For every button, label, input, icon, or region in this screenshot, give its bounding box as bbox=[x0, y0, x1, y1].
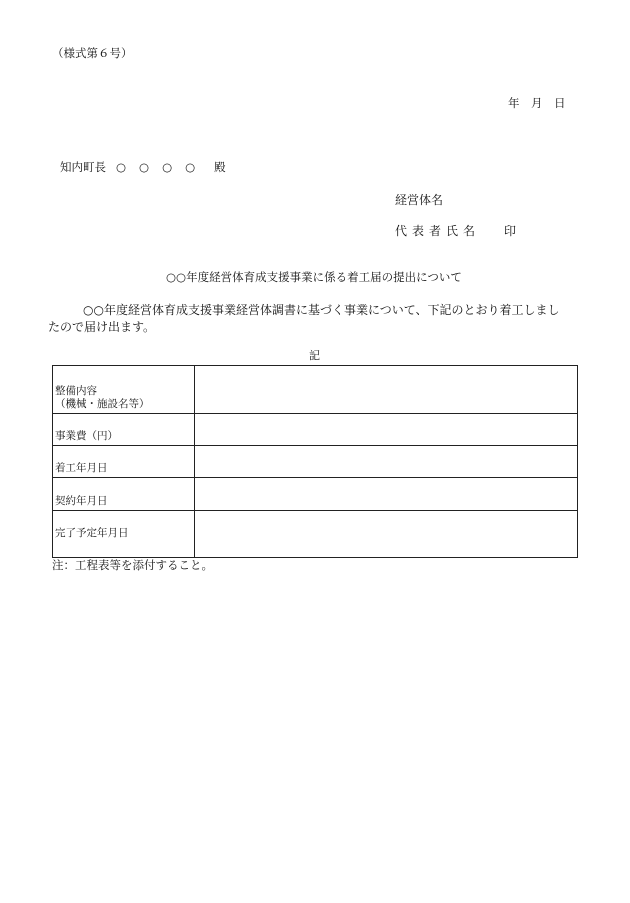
row-value[interactable] bbox=[195, 478, 578, 511]
row-value[interactable] bbox=[195, 366, 578, 414]
table-row bbox=[53, 414, 578, 446]
row-label: 完了予定年月日 bbox=[53, 511, 195, 558]
row-label: 着工年月日 bbox=[53, 446, 195, 478]
row-label bbox=[53, 366, 195, 414]
table-row bbox=[53, 366, 578, 414]
row-label-line2: （機械・施設名等） bbox=[55, 398, 150, 410]
addressee-title: 知内町長 bbox=[60, 160, 106, 174]
body-line-2: たので届け出ます。 bbox=[48, 320, 156, 334]
note: 注：工程表等を添付すること。 bbox=[52, 558, 213, 572]
body-text bbox=[48, 302, 583, 336]
row-label: 事業費（円） bbox=[53, 414, 195, 446]
document-title: ○○年度経営体育成支援事業に係る着工届の提出について bbox=[166, 270, 462, 284]
row-value[interactable] bbox=[195, 446, 578, 478]
ki-heading: 記 bbox=[309, 349, 320, 362]
row-label-line1: 整備内容 bbox=[55, 385, 97, 397]
body-line-1: ○○年度経営体育成支援事業経営体調書に基づく事業について、下記のとおり着工しまし bbox=[83, 303, 560, 317]
row-value[interactable] bbox=[195, 414, 578, 446]
table-row bbox=[53, 478, 578, 511]
detail-table bbox=[52, 365, 578, 558]
table-row bbox=[53, 446, 578, 478]
form-number: （様式第６号） bbox=[52, 46, 133, 60]
representative-name-label: 代表者氏名 bbox=[395, 224, 481, 238]
representative-line bbox=[395, 225, 516, 237]
row-value[interactable] bbox=[195, 511, 578, 558]
seal-mark: 印 bbox=[504, 224, 517, 238]
row-label: 契約年月日 bbox=[53, 478, 195, 511]
date-line: 年 月 日 bbox=[508, 96, 566, 110]
addressee bbox=[60, 162, 226, 174]
organization-name-label: 経営体名 bbox=[395, 193, 444, 207]
addressee-name-placeholder: ○○○○ bbox=[116, 160, 209, 174]
addressee-honorific: 殿 bbox=[214, 160, 226, 174]
table-row bbox=[53, 511, 578, 558]
